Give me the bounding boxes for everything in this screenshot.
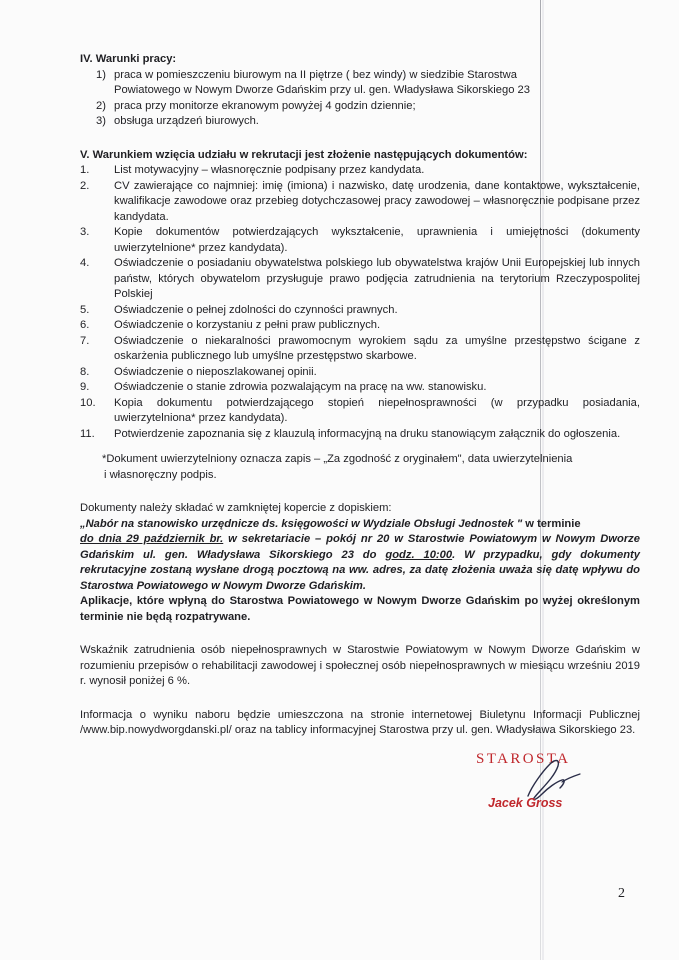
submission-intro: Dokumenty należy składać w zamkniętej kopercie z dopiskiem: (80, 502, 392, 514)
list-item-number: 11. (80, 427, 95, 440)
submission-deadline: do dnia 29 październik br. (80, 533, 224, 545)
list-item-text: Kopie dokumentów potwierdzających wykształcenie, uprawnienia i umiejętności (dokumenty uwierzytelnione* przez kandydata). (114, 226, 640, 254)
list-item-text: Oświadczenie o korzystaniu z pełni praw publicznych. (114, 319, 381, 331)
signature-title: STAROSTA (476, 751, 571, 767)
list-item (80, 396, 640, 427)
list-item-text: Oświadczenie o niekaralności prawomocnym wyrokiem sądu za umyślne przestępstwo ścigane z oskarżenia publicznego lub umyślne przestępstwo skarbowe. (114, 334, 640, 362)
list-item-text: List motywacyjny – własnoręcznie podpisany przez kandydata. (114, 164, 425, 176)
list-item-text: Powiatowego w Nowym Dworze Gdańskim przy ul. gen. Władysława Sikorskiego 23 (114, 84, 530, 96)
section-iv-heading: IV. Warunki pracy: (80, 53, 177, 65)
list-item-number: 3. (80, 226, 90, 238)
list-item-number: 4. (80, 257, 90, 269)
submission-place-a: w sekretariacie – pokój nr 20 w Starostwie Powiatowym w Nowym Dworze Gdańskim ul. gen. Władysława Sikorskiego 23 do (80, 533, 641, 561)
section-v-heading: V. Warunkiem wzięcia udziału w rekrutacji jest złożenie następujących dokumentów: (80, 148, 528, 161)
submission-hour: godz. 10:00 (385, 548, 453, 561)
list-item-text: CV zawierające co najmniej: imię (imiona) i nazwisko, datę urodzenia, dane kontaktowe, wykształcenie, kwalifikacje zawodowe oraz przebieg dotychczasowej pracy zawodowej – własnoręcznie podpisane przez kandydata. (114, 179, 640, 223)
list-item-text: Oświadczenie o stanie zdrowia pozwalającym na pracę na ww. stanowisku. (114, 381, 487, 393)
list-item-number: 10. (80, 396, 96, 409)
list-item-number: 5. (80, 303, 90, 316)
list-item-number: 2. (80, 179, 90, 192)
submission-place-b: . W przypadku, gdy dokumenty rekrutacyjne zostaną wysłane drogą pocztową na ww. adres, za datę złożenia uważa się datę wpływu do Starostwa Powiatowego w Nowym Dworze Gdańskim. (80, 548, 640, 592)
list-item (80, 68, 640, 99)
submission-in-term: w terminie (522, 517, 581, 530)
list-item-text: Kopia dokumentu potwierdzającego stopień niepełnosprawności (w przypadku posiadania, uwierzytelniona* przez kandydata). (114, 396, 640, 424)
list-item-number: 9. (80, 381, 90, 393)
list-item-number: 7. (80, 334, 90, 347)
late-notice: Aplikacje, które wpłyną do Starostwa Powiatowego w Nowym Dworze Gdańskim po wyżej określonym terminie nie będą rozpatrywane. (80, 595, 640, 623)
section-v-list (80, 163, 640, 442)
list-item-text: Oświadczenie o posiadaniu obywatelstwa polskiego lub obywatelstwa krajów Unii Europejskiej lub innych państw, których obywatelom przysługuje prawo podjęcia zatrudnienia na terytorium Rzeczypospolitej Polskiej (114, 257, 640, 300)
list-item (80, 179, 640, 226)
information-paragraph: Informacja o wyniku naboru będzie umieszczona na stronie internetowej Biuletynu Informacji Publicznej /www.bip.nowydworgdanski.pl/ oraz na tablicy informacyjnej Starostwa przy ul. gen. Władysława Sikorskiego 23. (80, 708, 640, 736)
page-number: 2 (618, 886, 625, 901)
footnote-line: *Dokument uwierzytelniony oznacza zapis – „Za zgodność z oryginałem", data uwierzytelnienia (102, 453, 573, 465)
list-item-number: 8. (80, 365, 90, 378)
list-item-text: praca w pomieszczeniu biurowym na II piętrze ( bez windy) w siedzibie Starostwa (114, 68, 517, 81)
section-iv-list (80, 68, 640, 130)
footnote-line: i własnoręczny podpis. (104, 468, 217, 481)
list-item-text: Potwierdzenie zapoznania się z klauzulą informacyjną na druku stanowiącym załącznik do ogłoszenia. (114, 427, 621, 440)
list-item-number: 2) (96, 99, 106, 112)
list-item-text: Oświadczenie o pełnej zdolności do czynności prawnych. (114, 303, 398, 316)
list-item-number: 3) (96, 115, 106, 127)
list-item (80, 427, 640, 443)
list-item (80, 256, 640, 303)
list-item-text: Oświadczenie o nieposzlakowanej opinii. (114, 365, 317, 378)
list-item-text: obsługa urządzeń biurowych. (114, 115, 259, 127)
footnote (80, 452, 640, 483)
list-item-number: 1) (96, 68, 106, 81)
document-body (80, 52, 640, 739)
list-item-number: 6. (80, 319, 90, 331)
list-item (80, 114, 640, 130)
list-item-text: praca przy monitorze ekranowym powyżej 4 godzin dziennie; (114, 99, 416, 112)
list-item (80, 334, 640, 365)
list-item (80, 303, 640, 319)
list-item (80, 163, 640, 179)
employment-indicator-paragraph: Wskaźnik zatrudnienia osób niepełnosprawnych w Starostwie Powiatowym w Nowym Dworze Gdańskim w rozumieniu przepisów o rehabilitacji zawodowej i społecznej osób niepełnosprawnych w miesiącu wrześniu 2019 r. wynosił poniżej 6 %. (80, 644, 640, 687)
submission-paragraph (80, 501, 640, 625)
list-item (80, 225, 640, 256)
signature-stamp (470, 752, 600, 822)
list-item (80, 380, 640, 396)
handwritten-signature-icon (470, 752, 600, 822)
signature-name: Jacek Gross (488, 796, 563, 810)
list-item (80, 318, 640, 334)
list-item (80, 99, 640, 115)
submission-quote: „Nabór na stanowisko urzędnicze ds. księgowości w Wydziale Obsługi Jednostek " (80, 517, 523, 530)
list-item-number: 1. (80, 164, 90, 176)
list-item (80, 365, 640, 381)
